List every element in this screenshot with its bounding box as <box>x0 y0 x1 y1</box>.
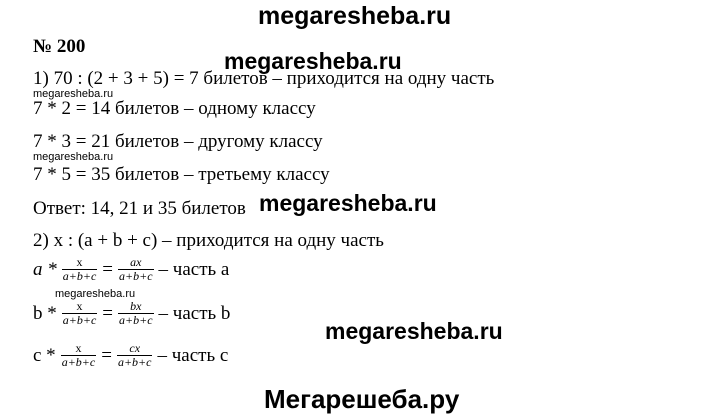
part2-intro: 2) x : (a + b + c) – приходится на одну часть <box>33 230 384 251</box>
watermark-small-1: megaresheba.ru <box>33 88 114 100</box>
fraction-left: $\frac{x}{a+b+c}$ <box>62 299 97 327</box>
equals-sign: = <box>102 258 113 280</box>
equals-sign: = <box>101 344 112 366</box>
watermark-mid2: megaresheba.ru <box>259 190 437 216</box>
fraction-left: $\frac{x}{a+b+c}$ <box>62 255 97 283</box>
fraction-right: $\frac{ax}{a+b+c}$ <box>119 255 153 283</box>
row-tail: – часть b <box>158 302 231 324</box>
answer-line: Ответ: 14, 21 и 35 билетов <box>33 198 246 219</box>
formula-row-a <box>33 256 229 283</box>
part1-line-4: 7 * 5 = 35 билетов – третьему классу <box>33 164 330 185</box>
formula-row-b <box>33 300 230 327</box>
fraction-right: $\frac{cx}{a+b+c}$ <box>117 341 152 369</box>
row-lhs: b * <box>33 302 57 324</box>
row-tail: – часть a <box>158 258 230 280</box>
watermark-mid1: megaresheba.ru <box>224 48 402 74</box>
watermark-small-2: megaresheba.ru <box>33 151 114 163</box>
watermark-top: megaresheba.ru <box>258 2 452 30</box>
formula-row-c <box>33 342 228 369</box>
part1-line-1: 1) 70 : (2 + 3 + 5) = 7 билетов – приходится на одну часть <box>33 68 495 89</box>
fraction-left: $\frac{x}{a+b+c}$ <box>61 341 96 369</box>
row-tail: – часть c <box>157 344 229 366</box>
fraction-right: $\frac{bx}{a+b+c}$ <box>119 299 153 327</box>
row-lhs: a * <box>33 258 57 280</box>
watermark-small-3: megaresheba.ru <box>55 288 136 300</box>
watermark-bottom: Мегарешеба.ру <box>264 384 460 414</box>
row-lhs: c * <box>33 344 56 366</box>
equals-sign: = <box>102 302 113 324</box>
part1-line-3: 7 * 3 = 21 билетов – другому классу <box>33 131 323 152</box>
watermark-mid3: megaresheba.ru <box>325 318 503 344</box>
problem-number: № 200 <box>33 36 86 57</box>
part1-line-2: 7 * 2 = 14 билетов – одному классу <box>33 98 316 119</box>
